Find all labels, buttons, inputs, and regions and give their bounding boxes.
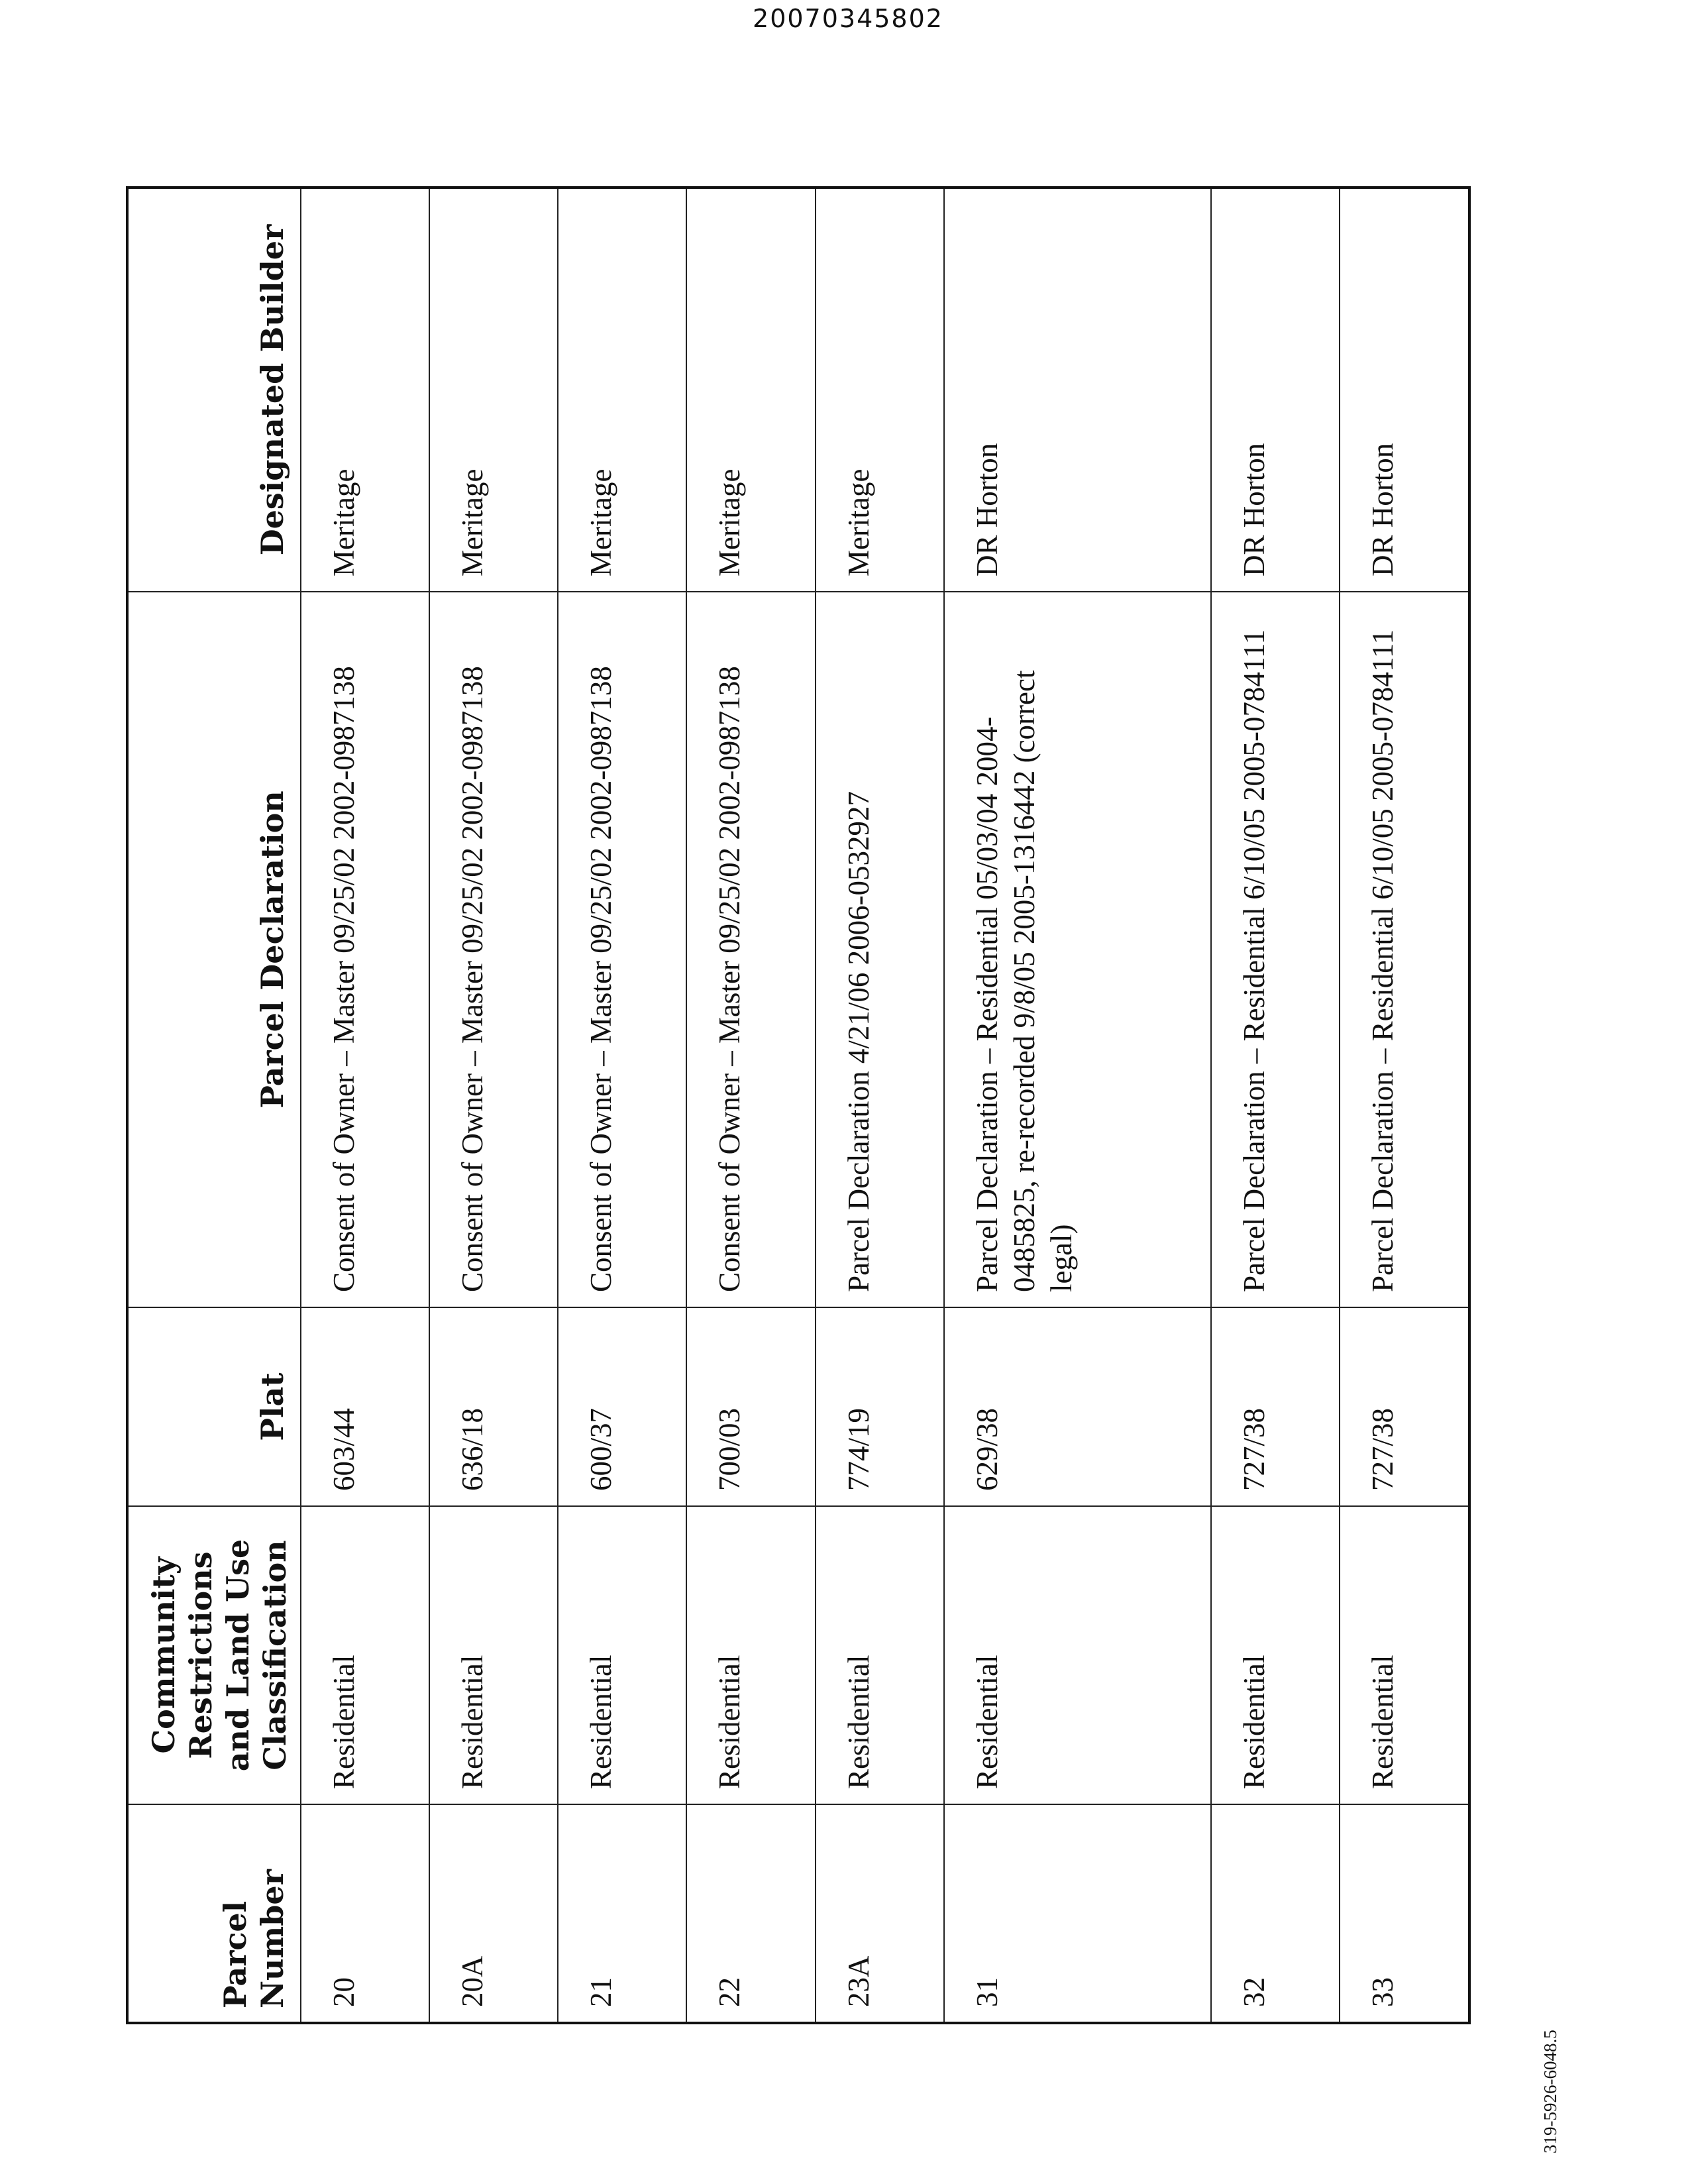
header-declaration: Parcel Declaration [127,592,301,1307]
cell-use: Residential [1211,1506,1340,1804]
cell-plat: 603/44 [301,1307,429,1506]
cell-use: Residential [558,1506,686,1804]
cell-use: Residential [686,1506,815,1804]
table-row [558,188,686,2023]
parcel-table [126,186,1471,2024]
cell-plat: 774/19 [816,1307,944,1506]
cell-builder: Meritage [429,188,558,592]
cell-builder: DR Horton [944,188,1211,592]
header-parcel-number: Parcel Number [127,1804,301,2023]
cell-use: Residential [816,1506,944,1804]
table-row [301,188,429,2023]
cell-builder: Meritage [301,188,429,592]
table-row [816,188,944,2023]
cell-declaration: Parcel Declaration – Residential 05/03/04 2004-0485825, re-recorded 9/8/05 2005-1316442 (correct legal) [944,592,1211,1307]
cell-builder: Meritage [686,188,815,592]
cell-plat: 629/38 [944,1307,1211,1506]
parcel-table-rotated [126,189,1471,2024]
table-row [429,188,558,2023]
cell-declaration: Parcel Declaration – Residential 6/10/05 2005-0784111 [1340,592,1469,1307]
cell-parcel: 22 [686,1804,815,2023]
cell-use: Residential [944,1506,1211,1804]
cell-declaration: Consent of Owner – Master 09/25/02 2002-0987138 [301,592,429,1307]
side-identifier: 319-5926-6048.5 [1540,2030,1560,2154]
cell-builder: DR Horton [1340,188,1469,592]
cell-declaration: Consent of Owner – Master 09/25/02 2002-0987138 [429,592,558,1307]
cell-parcel: 32 [1211,1804,1340,2023]
table-row [686,188,815,2023]
cell-use: Residential [1340,1506,1469,1804]
header-builder: Designated Builder [127,188,301,592]
cell-declaration: Parcel Declaration 4/21/06 2006-0532927 [816,592,944,1307]
cell-parcel: 33 [1340,1804,1469,2023]
cell-use: Residential [429,1506,558,1804]
cell-parcel: 20A [429,1804,558,2023]
cell-declaration: Consent of Owner – Master 09/25/02 2002-0987138 [558,592,686,1307]
cell-plat: 700/03 [686,1307,815,1506]
table-row [944,188,1211,2023]
cell-declaration: Parcel Declaration – Residential 6/10/05 2005-0784111 [1211,592,1340,1307]
table-row [1211,188,1340,2023]
table-row [1340,188,1469,2023]
cell-parcel: 21 [558,1804,686,2023]
document-number: 20070345802 [753,4,943,33]
cell-declaration: Consent of Owner – Master 09/25/02 2002-0987138 [686,592,815,1307]
cell-builder: DR Horton [1211,188,1340,592]
header-restrictions: Community Restrictions and Land Use Classification [127,1506,301,1804]
cell-builder: Meritage [558,188,686,592]
cell-plat: 600/37 [558,1307,686,1506]
cell-builder: Meritage [816,188,944,592]
cell-parcel: 23A [816,1804,944,2023]
cell-parcel: 20 [301,1804,429,2023]
cell-plat: 727/38 [1211,1307,1340,1506]
cell-use: Residential [301,1506,429,1804]
cell-plat: 727/38 [1340,1307,1469,1506]
table-header-row [127,188,301,2023]
header-plat: Plat [127,1307,301,1506]
cell-plat: 636/18 [429,1307,558,1506]
cell-parcel: 31 [944,1804,1211,2023]
